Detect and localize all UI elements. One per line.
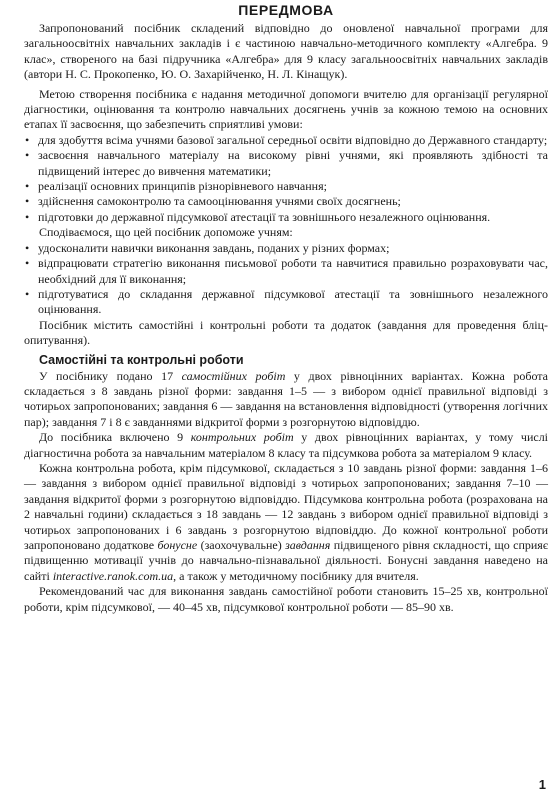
bullet-icon: • <box>25 209 30 224</box>
bullet-icon: • <box>25 194 30 209</box>
hope-paragraph: Сподіваємося, що цей посібник допоможе учням: <box>39 225 293 240</box>
list-item: • відпрацювати стратегію виконання письмової роботи та навчитися правильно розраховувати час, необхідний для її виконання; <box>25 256 548 286</box>
list-item: • підготуватися до складання державної підсумкової атестації та зовнішнього незалежного оцінювання. <box>25 286 548 317</box>
site-link: interactive.ranok.com.ua <box>52 568 174 583</box>
intro-paragraph: Запропонований посібник складений відповідно до оновленої навчальної програми для загальноосвітніх навчальних закладів і є частиною навчально-методичного комплекту «Алгебра. 9 клас», створеного на базі підручника «Алгебра» для 9 класу загальноосвітніх навчальних закладів (автори Н. С. Прокопенко, Ю. О. Захарійченко, Н. Л. Кінащук). <box>24 21 548 82</box>
section-heading: Самостійні та контрольні роботи <box>39 352 244 367</box>
time-paragraph: Рекомендований час для виконання завдань самостійної роботи становить 15–25 хв, контрольної роботи, крім підсумкової, — 40–45 хв, підсумкової контрольної роботи — 85–90 хв. <box>24 584 548 614</box>
bullet-icon: • <box>25 286 30 301</box>
page-number: 1 <box>538 777 546 792</box>
list-item: • підготовки до державної підсумкової атестації та зовнішнього незалежного оцінювання. <box>25 209 491 224</box>
helps-list <box>24 241 548 318</box>
page-title: ПЕРЕДМОВА <box>238 2 334 18</box>
test-structure-paragraph: Кожна контрольна робота, крім підсумкової, складається з 10 завдань різної форми: завдання 1–6 — завдання з вибором однієї правильної відповіді з чотирьох запропонованих; завдання 7–10 — завдання відкритої форми з розгорнутою відповіддю. Підсумкова контрольна робота (розрахована на 2 навчальні години) складається з 18 завдань — 12 завдань з вибором однієї правильної відповіді з чотирьох запропонованих і 6 завдань з розгорнутою відповіддю. До кожної контрольної роботи запропоновано додаткове бонусне (заохочувальне) завдання підвищеного рівня складності, що сприяє підвищенню мотивації учнів до навчально-пізнавальної діяльності. Бонусні завдання наведено на сайті interactive.ranok.com.ua, а також у методичному посібнику для вчителя. <box>24 460 548 583</box>
bullet-icon: • <box>25 179 30 194</box>
purpose-paragraph: Метою створення посібника є надання методичної допомоги вчителю для організації регулярної діагностики, оцінювання та контролю навчальних досягнень учнів за кожною темою на основних етапах її засвоєння, що забезпечить сприятливі умови: <box>24 86 548 132</box>
conditions-list <box>24 133 548 225</box>
bullet-icon: • <box>25 256 30 271</box>
list-item: • засвоєння навчального матеріалу на високому рівні учнями, які проявляють здібності та підвищений інтерес до вивчення математики; <box>25 148 548 178</box>
bullet-icon: • <box>25 240 30 255</box>
list-item: • здійснення самоконтролю та самооцінювання учнями своїх досягнень; <box>25 194 401 209</box>
list-item: • для здобуття всіма учнями базової загальної середньої освіти відповідно до Державного стандарту; <box>25 132 548 147</box>
list-item: • удосконалити навички виконання завдань, поданих у різних формах; <box>25 240 390 255</box>
bullet-icon: • <box>25 148 30 163</box>
contains-paragraph: Посібник містить самостійні і контрольні роботи та додаток (завдання для проведення бліц-опитування). <box>24 317 548 348</box>
list-item: • реалізації основних принципів різнорівневого навчання; <box>25 179 327 194</box>
bullet-icon: • <box>25 132 30 147</box>
tests-paragraph: До посібника включено 9 контрольних робіт у двох рівноцінних варіантах, у тому числі діагностична робота за навчальним матеріалом 8 класу та підсумкова робота за матеріалом 9 класу. <box>24 430 549 460</box>
independent-works-paragraph: У посібнику подано 17 самостійних робіт у двох рівноцінних варіантах. Кожна робота складається з 8 завдань різної форми: завдання 1–5 — з вибором однієї правильної відповіді з чотирьох запропонованих; завдання 6 — завдання на встановлення відповідності (утворення логічних пар); завдання 7 і 8 є завданнями відкритої форми з розгорнутою відповіддю. <box>24 368 549 429</box>
